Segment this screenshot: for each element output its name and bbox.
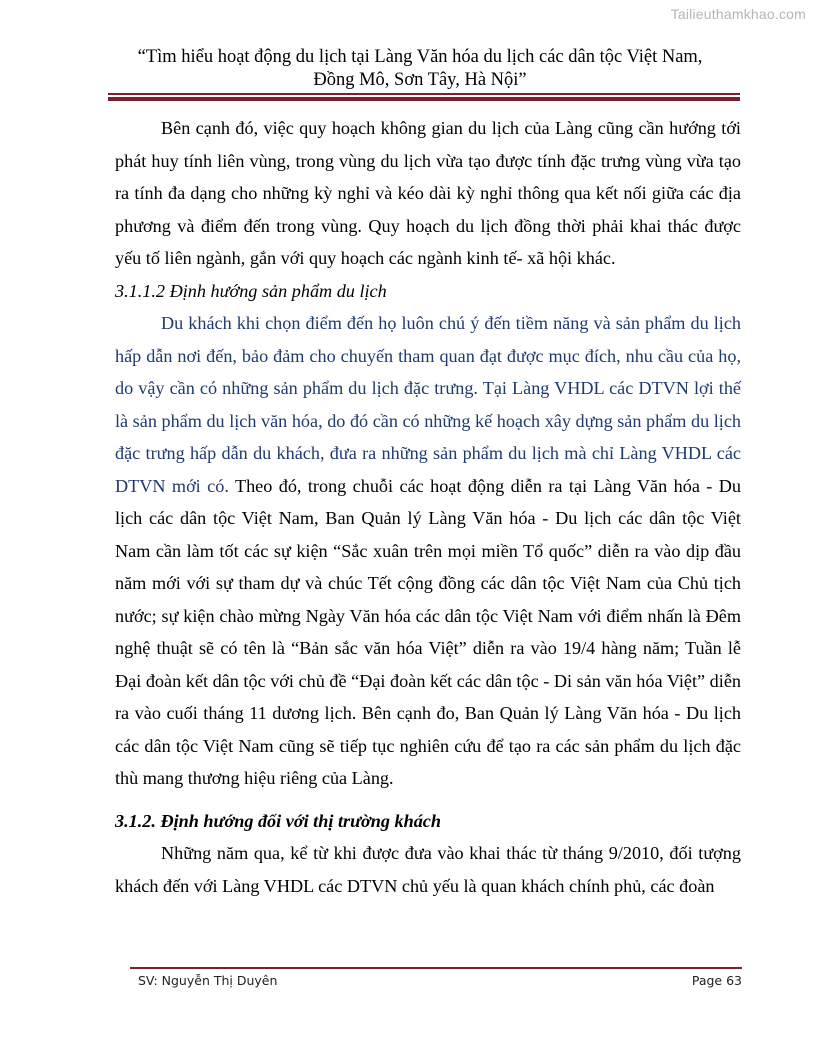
paragraph-2 <box>115 307 741 795</box>
footer-rule <box>130 967 742 969</box>
document-body <box>115 112 741 902</box>
paragraph-1: Bên cạnh đó, việc quy hoạch không gian du lịch của Làng cũng cần hướng tới phát huy tính liên vùng, trong vùng du lịch vừa tạo được tính đặc trưng vùng vừa tạo ra tính đa dạng cho những kỳ nghỉ và kéo dài kỳ nghỉ thông qua kết nối giữa các địa phương và điểm đến trong vùng. Quy hoạch du lịch đồng thời phải khai thác được yếu tố liên ngành, gắn với quy hoạch các ngành kinh tế- xã hội khác. <box>115 118 741 268</box>
paragraph-2-rest: Theo đó, trong chuỗi các hoạt động diễn ra tại Làng Văn hóa - Du lịch các dân tộc Việt Nam, Ban Quản lý Làng Văn hóa - Du lịch các dân tộc Việt Nam cần làm tốt các sự kiện “Sắc xuân trên mọi miền Tổ quốc” diễn ra vào dịp đầu năm mới với sự tham dự và chúc Tết cộng đồng các dân tộc Việt Nam của Chủ tịch nước; sự kiện chào mừng Ngày Văn hóa các dân tộc Việt Nam với điểm nhấn là Đêm nghệ thuật sẽ có tên là “Bản sắc văn hóa Việt” diễn ra vào 19/4 hàng năm; Tuần lễ Đại đoàn kết dân tộc với chủ đề “Đại đoàn kết các dân tộc - Di sản văn hóa Việt” diễn ra vào cuối tháng 11 dương lịch. Bên cạnh đo, Ban Quản lý Làng Văn hóa - Du lịch các dân tộc Việt Nam cũng sẽ tiếp tục nghiên cứu để tạo ra các sản phẩm du lịch đặc thù mang thương hiệu riêng của Làng. <box>115 475 741 788</box>
page-header <box>100 46 740 92</box>
subheading: 3.1.1.2 Định hướng sản phẩm du lịch <box>115 280 387 301</box>
header-title-line-2: Đồng Mô, Sơn Tây, Hà Nội” <box>313 70 527 90</box>
footer-page-number: Page 63 <box>691 973 742 988</box>
header-rule-thick <box>108 97 740 101</box>
watermark: Tailieuthamkhao.com <box>670 6 806 22</box>
paragraph-3: Những năm qua, kể từ khi được đưa vào khai thác từ tháng 9/2010, đối tượng khách đến với Làng VHDL các DTVN chủ yếu là quan khách chính phủ, các đoàn <box>115 843 741 896</box>
header-title-line-1: “Tìm hiểu hoạt động du lịch tại Làng Văn hóa du lịch các dân tộc Việt Nam, <box>137 47 703 67</box>
paragraph-2-highlighted: Du khách khi chọn điểm đến họ luôn chú ý đến tiềm năng và sản phẩm du lịch hấp dẫn nơi đến, bảo đảm cho chuyến tham quan đạt được mục đích, nhu cầu của họ, do vậy cần có những sản phẩm du lịch đặc trưng. Tại Làng VHDL các DTVN lợi thế là sản phẩm du lịch văn hóa, do đó cần có những kế hoạch xây dựng sản phẩm du lịch đặc trưng hấp dẫn du khách, đưa ra những sản phẩm du lịch mà chỉ Làng VHDL các DTVN mới có. <box>115 313 741 496</box>
section-heading: 3.1.2. Định hướng đối với thị trường khách <box>115 810 441 831</box>
header-rule-thin <box>108 93 740 95</box>
footer-author: SV: Nguyễn Thị Duyên <box>138 973 278 988</box>
